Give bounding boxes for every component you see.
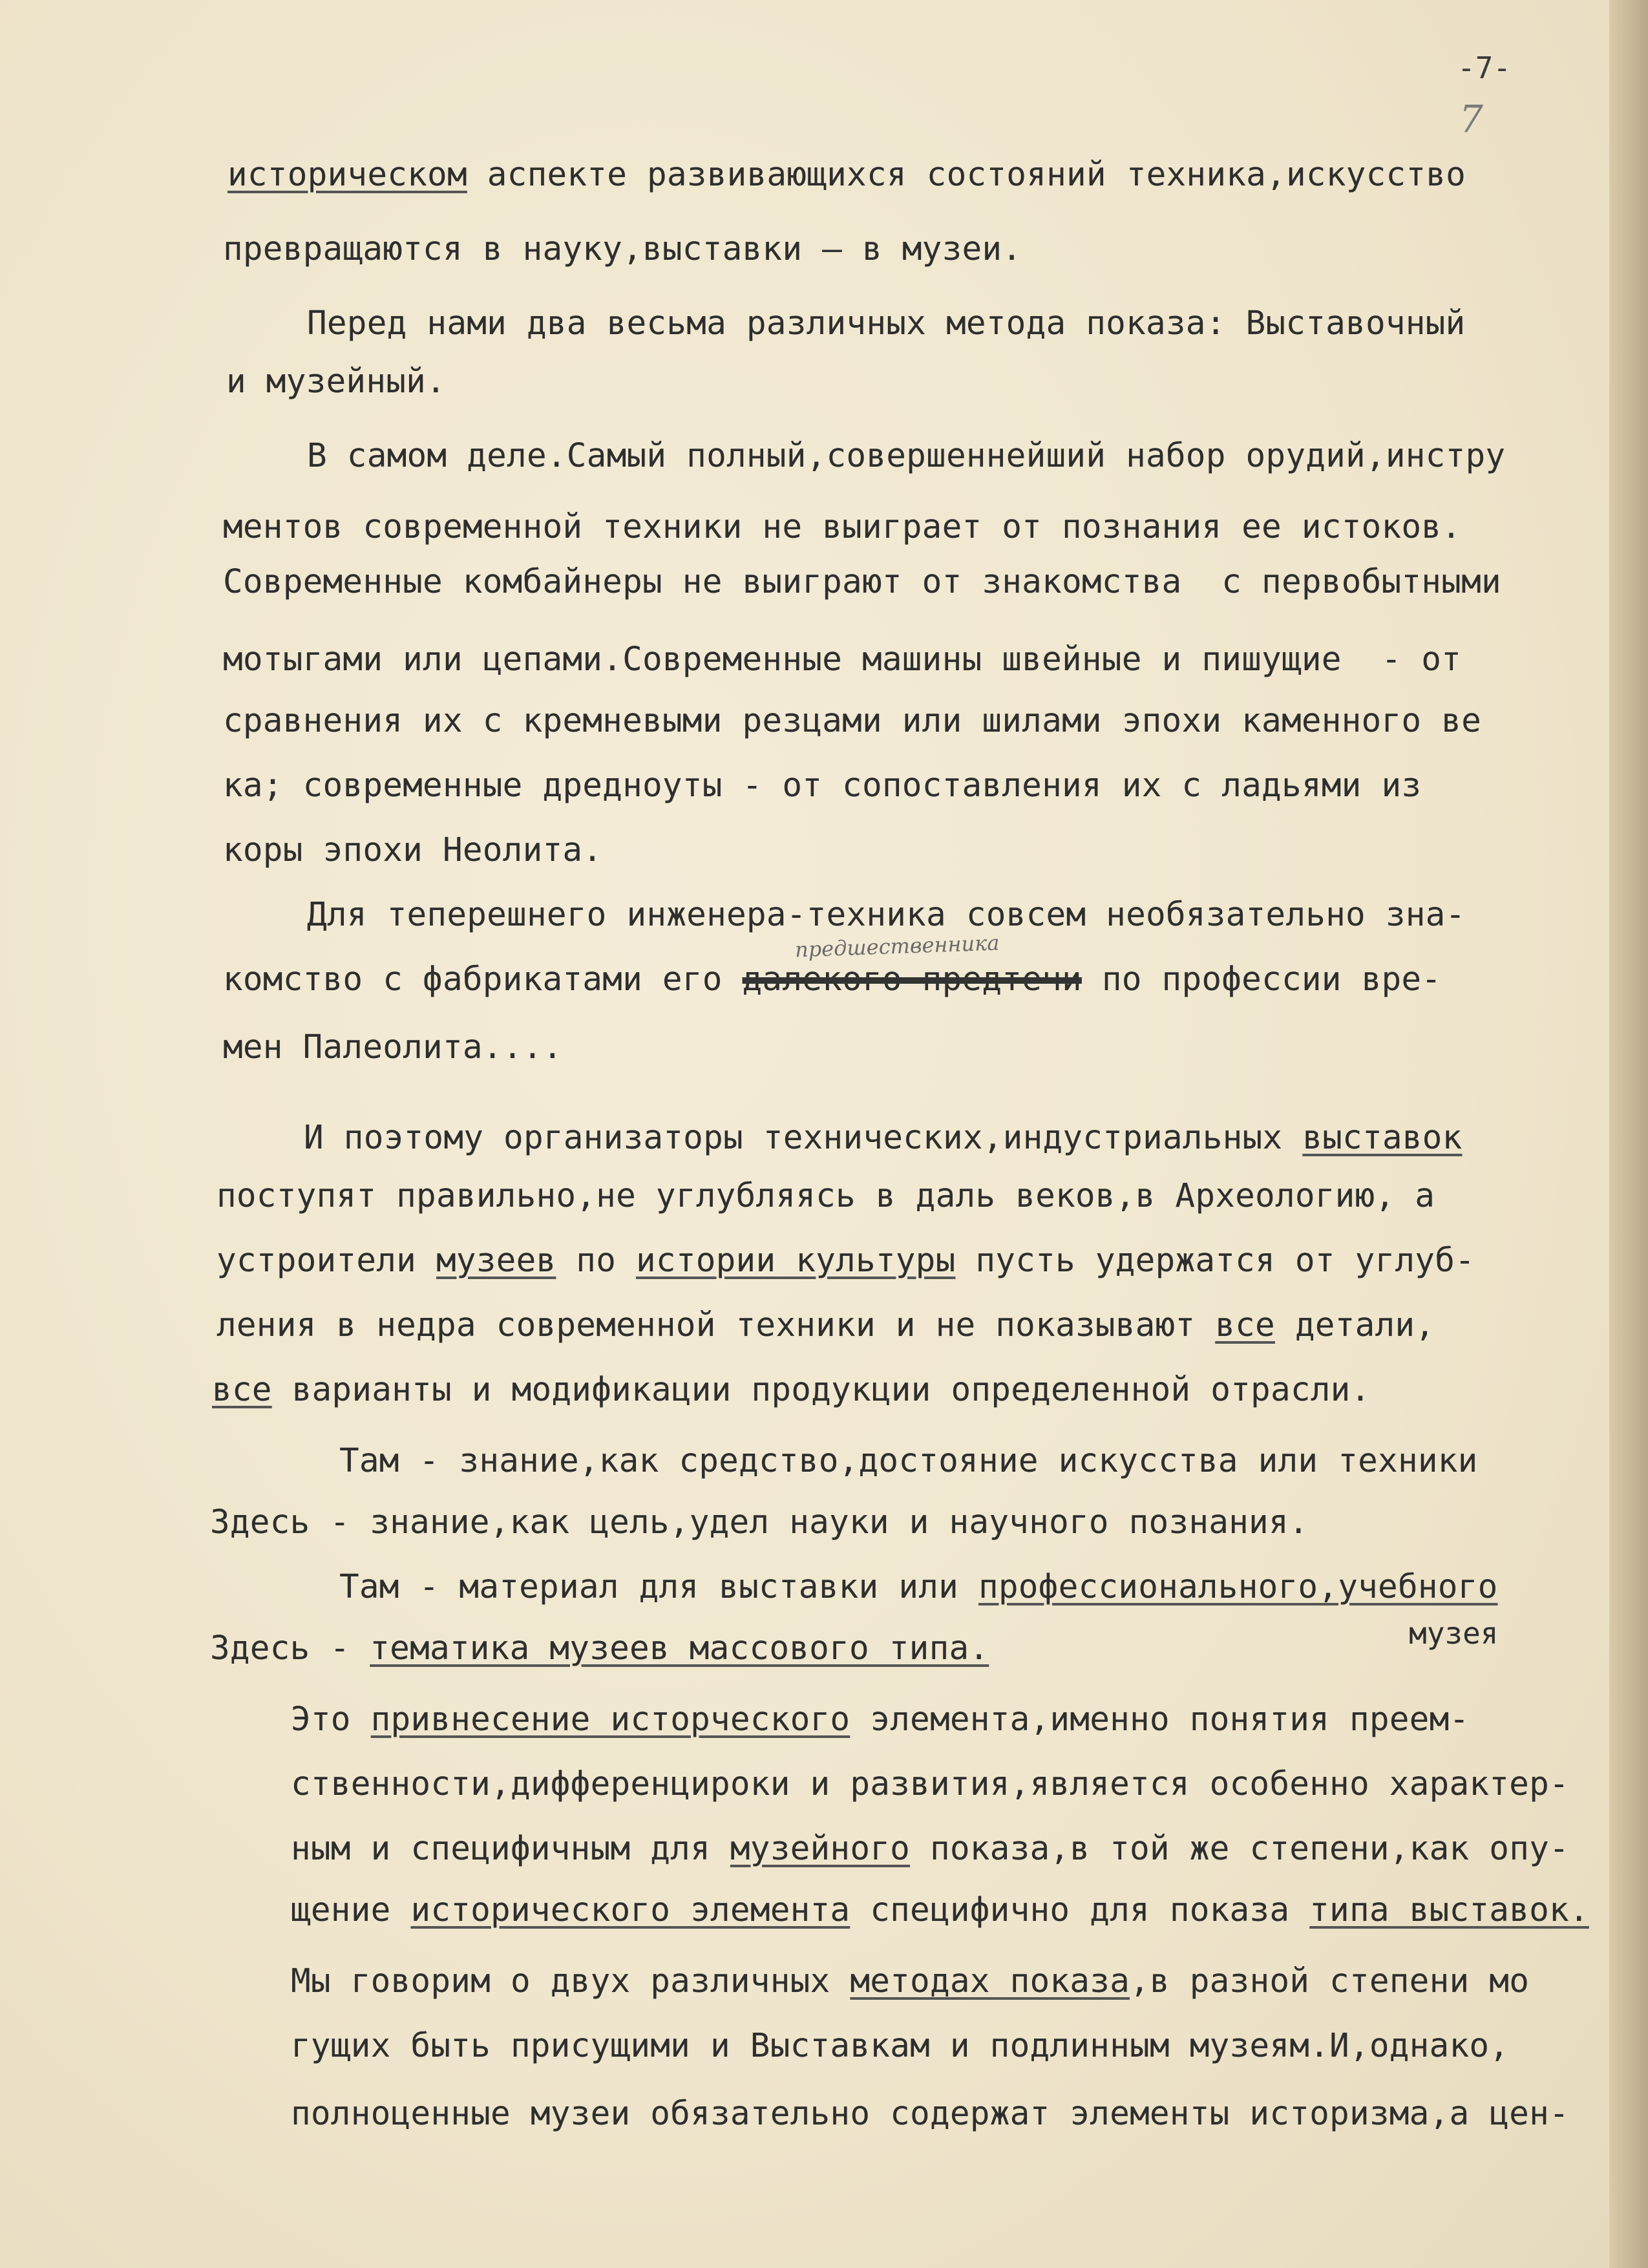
text-line: [217, 1306, 1435, 1344]
text-segment: комство с фабрикатами его: [223, 960, 743, 999]
text-line: [223, 960, 1442, 999]
text-line: [210, 1629, 989, 1668]
text-segment: В самом деле.Самый полный,совершеннейший набор орудий,инстру: [307, 437, 1506, 475]
text-line: [291, 2027, 1510, 2065]
text-segment: ка; современные дредноуты - от сопоставления их с ладьями из: [223, 767, 1422, 805]
text-segment: Это: [291, 1701, 371, 1739]
underlined-phrase: методах показа: [850, 1962, 1130, 2000]
text-segment: детали,: [1274, 1306, 1435, 1344]
text-line: [223, 702, 1481, 740]
text-line: [217, 1177, 1435, 1215]
text-segment: Современные комбайнеры не выиграют от знакомства с первобытными: [223, 563, 1501, 601]
underlined-phrase: выставок: [1302, 1119, 1463, 1157]
underlined-phrase: профессионального,учебного: [978, 1568, 1498, 1606]
underlined-phrase: истории культуры: [636, 1242, 956, 1280]
text-segment: Здесь - знание,как цель,удел науки и научного познания.: [210, 1503, 1309, 1542]
text-segment: мен Палеолита....: [223, 1028, 563, 1066]
text-line: [223, 508, 1462, 546]
text-segment: щение: [291, 1891, 411, 1929]
underlined-phrase: музеев: [436, 1242, 556, 1280]
text-line: [291, 1765, 1569, 1803]
struck-phrase: далекого предтечи: [742, 960, 1082, 999]
text-line: [212, 1371, 1371, 1409]
text-line: [223, 641, 1462, 679]
text-line: [226, 363, 446, 401]
text-line: [339, 1442, 1478, 1480]
text-segment: коры эпохи Неолита.: [223, 831, 603, 869]
text-segment: устроители: [217, 1242, 436, 1280]
text-segment: ментов современной техники не выиграет от познания ее истоков.: [223, 508, 1462, 546]
text-segment: гущих быть присущими и Выставкам и подлинным музеям.И,однако,: [291, 2027, 1510, 2065]
text-line: [223, 831, 603, 869]
text-segment: Перед нами два весьма различных метода показа: Выставочный: [307, 304, 1466, 343]
text-line: [223, 230, 1022, 268]
text-line: [291, 2095, 1569, 2133]
text-line: [307, 304, 1466, 343]
text-segment: пусть удержатся от углуб-: [955, 1242, 1475, 1280]
text-line: [307, 437, 1506, 475]
text-line: [223, 563, 1501, 601]
text-line: [339, 1568, 1498, 1606]
text-segment: варианты и модификации продукции определенной отрасли.: [271, 1371, 1371, 1409]
underlined-phrase: исторического элемента: [410, 1891, 850, 1929]
text-segment: мотыгами или цепами.Современные машины швейные и пишущие - от: [223, 641, 1462, 679]
underlined-phrase: привнесение исторческого: [370, 1701, 850, 1739]
text-segment: и музейный.: [226, 363, 446, 401]
text-segment: Мы говорим о двух различных: [291, 1962, 850, 2000]
text-segment: ,в разной степени мо: [1130, 1962, 1530, 2000]
underlined-phrase: все: [212, 1371, 272, 1409]
text-segment: И поэтому организаторы технических,индустриальных: [304, 1119, 1303, 1157]
text-segment: сравнения их с кремневыми резцами или шилами эпохи каменного ве: [223, 702, 1481, 740]
text-line: [210, 1503, 1309, 1542]
text-segment: поступят правильно,не углубляясь в даль веков,в Археологию, а: [217, 1177, 1435, 1215]
text-line: [291, 1701, 1470, 1739]
text-segment: Для теперешнего инженера-техника совсем необязательно зна-: [307, 896, 1466, 934]
text-line: [304, 1119, 1463, 1157]
text-line: [307, 896, 1466, 934]
underlined-phrase: музейного: [730, 1830, 911, 1868]
text-line: [223, 767, 1422, 805]
text-segment: показа,в той же степени,как опу-: [910, 1830, 1569, 1868]
text-line: [223, 1028, 563, 1066]
text-segment: ления в недра современной техники и не показывают: [217, 1306, 1216, 1344]
page-number: -7-: [1457, 50, 1512, 85]
text-segment: полноценные музеи обязательно содержат элементы историзма,а цен-: [291, 2095, 1569, 2133]
typed-insert: музея: [1409, 1616, 1499, 1651]
text-segment: специфично для показа: [850, 1891, 1310, 1929]
text-segment: Там - материал для выставки или: [339, 1568, 978, 1606]
handwritten-insert: предшественника: [794, 930, 1000, 962]
text-line: [291, 1891, 1589, 1929]
text-line: [291, 1962, 1530, 2000]
page-edge: [1609, 0, 1648, 2268]
text-segment: Здесь -: [210, 1629, 370, 1668]
text-segment: ным и специфичным для: [291, 1830, 730, 1868]
text-segment: по профессии вре-: [1081, 960, 1442, 999]
text-segment: ственности,дифференцироки и развития,является особенно характер-: [291, 1765, 1569, 1803]
text-segment: по: [556, 1242, 637, 1280]
text-line: [291, 1830, 1569, 1868]
underlined-phrase: типа выставок.: [1309, 1891, 1589, 1929]
underlined-phrase: историческом: [227, 156, 467, 194]
text-segment: аспекте развивающихся состояний техника,искусство: [467, 156, 1466, 194]
text-segment: Там - знание,как средство,достояние искусства или техники: [339, 1442, 1478, 1480]
text-line: [217, 1242, 1475, 1280]
text-line: [227, 156, 1466, 194]
text-segment: элемента,именно понятия преем-: [850, 1701, 1470, 1739]
text-segment: превращаются в науку,выставки – в музеи.: [223, 230, 1022, 268]
underlined-phrase: тематика музеев массового типа.: [370, 1629, 989, 1668]
pencil-page-number: 7: [1459, 97, 1483, 141]
underlined-phrase: все: [1215, 1306, 1275, 1344]
